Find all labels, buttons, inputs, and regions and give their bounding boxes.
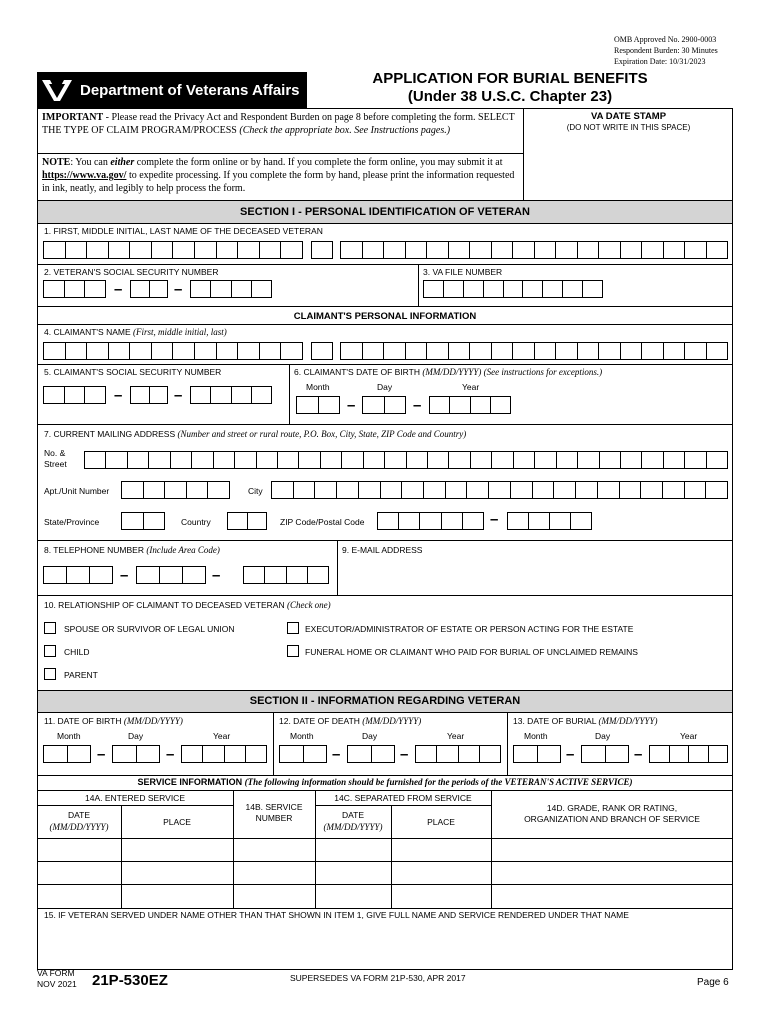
page-number: Page 6 <box>697 977 729 988</box>
claimant-ssn-part3[interactable] <box>190 386 272 404</box>
service-info-header: SERVICE INFORMATION (The following information should be furnished for the periods of the VETERAN'S ACTIVE SERVICE) <box>137 777 633 787</box>
birth-month-label: Month <box>57 731 81 741</box>
vet-burial-month[interactable] <box>513 745 561 763</box>
vet-dob-year[interactable] <box>181 745 267 763</box>
field12-label: 12. DATE OF DEATH (MM/DD/YYYY) <box>279 716 422 726</box>
veteran-last-name-input[interactable] <box>340 241 728 259</box>
dob-day-label: Day <box>377 382 393 392</box>
claimant-dob-day[interactable] <box>362 396 406 414</box>
claimant-ssn-part1[interactable] <box>43 386 106 404</box>
important-notice <box>42 111 522 137</box>
funeral-home-checkbox[interactable] <box>287 645 299 657</box>
burial-day-label: Day <box>595 731 611 741</box>
service-rows[interactable] <box>38 839 732 907</box>
executor-checkbox[interactable] <box>287 622 299 634</box>
death-day-label: Day <box>362 731 378 741</box>
note-label: NOTE <box>42 157 71 168</box>
apt-label: Apt./Unit Number <box>44 486 110 496</box>
va-file-number-input[interactable] <box>423 280 603 298</box>
omb-info <box>614 34 718 67</box>
entered-place-label: PLACE <box>163 817 191 827</box>
phone-area-code[interactable] <box>43 566 113 584</box>
expiration-date: Expiration Date: 10/31/2023 <box>614 57 706 66</box>
claimant-header: CLAIMANT'S PERSONAL INFORMATION <box>293 311 477 322</box>
agency-name: Department of Veterans Affairs <box>80 81 300 99</box>
veteran-middle-initial-input[interactable] <box>311 241 333 259</box>
vet-dob-day[interactable] <box>112 745 160 763</box>
va-seal-icon <box>40 76 74 104</box>
parent-label: PARENT <box>64 670 98 680</box>
claimant-middle-initial-input[interactable] <box>311 342 333 360</box>
va-gov-link[interactable]: https://www.va.gov/ <box>42 170 127 181</box>
separated-place-label: PLACE <box>427 817 455 827</box>
country-label: Country <box>181 517 211 527</box>
dob-year-label: Year <box>462 382 480 392</box>
va-date-stamp <box>524 111 733 132</box>
vet-dod-month[interactable] <box>279 745 327 763</box>
field11-label: 11. DATE OF BIRTH (MM/DD/YYYY) <box>44 716 183 726</box>
title-line1: APPLICATION FOR BURIAL BENEFITS <box>372 70 648 87</box>
note-text3: to expedite processing. If you complete the form by hand, please print the information requested in ink, neatly, and legibly to help process the form. <box>42 170 515 194</box>
note-text1: : You can <box>70 157 111 168</box>
state-input[interactable] <box>121 512 165 530</box>
state-label: State/Province <box>44 517 100 527</box>
grade-label: 14D. GRADE, RANK OR RATING, ORGANIZATION AND BRANCH OF SERVICE <box>524 803 700 824</box>
field15-label: 15. IF VETERAN SERVED UNDER NAME OTHER THAN THAT SHOWN IN ITEM 1, GIVE FULL NAME AND SERVICE RENDERED UNDER THAT NAME <box>44 910 629 920</box>
important-label: IMPORTANT <box>42 112 104 123</box>
email-input[interactable] <box>342 560 728 588</box>
separated-date-label: DATE (MM/DD/YYYY) <box>323 810 383 832</box>
phone-line[interactable] <box>243 566 329 584</box>
dob-month-label: Month <box>306 382 330 392</box>
form-number: 21P-530EZ <box>92 972 168 989</box>
spouse-checkbox[interactable] <box>44 622 56 634</box>
city-label: City <box>248 486 263 496</box>
title-line2: (Under 38 U.S.C. Chapter 23) <box>407 88 613 105</box>
field8-label: 8. TELEPHONE NUMBER (Include Area Code) <box>44 545 220 555</box>
street-address-input[interactable] <box>84 451 728 469</box>
veteran-ssn-part1[interactable] <box>43 280 106 298</box>
important-hint: (Check the appropriate box. See Instructions pages.) <box>239 125 451 136</box>
stamp-title: VA DATE STAMP <box>590 111 667 122</box>
field4-label: 4. CLAIMANT'S NAME (First, middle initial, last) <box>44 327 227 337</box>
section1-header: SECTION I - PERSONAL IDENTIFICATION OF VETERAN <box>38 201 732 223</box>
note-text2: complete the form online or by hand. If you complete the form online, you may submit it at <box>134 157 503 168</box>
burial-month-label: Month <box>524 731 548 741</box>
veteran-ssn-part3[interactable] <box>190 280 272 298</box>
death-year-label: Year <box>447 731 465 741</box>
field1-label: 1. FIRST, MIDDLE INITIAL, LAST NAME OF THE DECEASED VETERAN <box>44 226 323 236</box>
note-notice <box>42 156 522 195</box>
section2-header: SECTION II - INFORMATION REGARDING VETERAN <box>38 691 732 712</box>
claimant-last-name-input[interactable] <box>340 342 728 360</box>
respondent-burden: Respondent Burden: 30 Minutes <box>614 46 718 55</box>
claimant-dob-month[interactable] <box>296 396 340 414</box>
claimant-first-name-input[interactable] <box>43 342 303 360</box>
veteran-first-name-input[interactable] <box>43 241 303 259</box>
vet-dod-day[interactable] <box>347 745 395 763</box>
field2-label: 2. VETERAN'S SOCIAL SECURITY NUMBER <box>44 267 219 277</box>
street-label: No. & Street <box>44 448 67 469</box>
supersedes-note: SUPERSEDES VA FORM 21P-530, APR 2017 <box>290 973 466 983</box>
entered-service-label: 14A. ENTERED SERVICE <box>85 793 185 803</box>
veteran-ssn-part2[interactable] <box>130 280 168 298</box>
entered-date-label: DATE (MM/DD/YYYY) <box>49 810 109 832</box>
form-id: VA FORM NOV 2021 <box>37 968 77 989</box>
executor-label: EXECUTOR/ADMINISTRATOR OF ESTATE OR PERSON ACTING FOR THE ESTATE <box>305 624 634 634</box>
zip-label: ZIP Code/Postal Code <box>280 517 365 527</box>
apt-number-input[interactable] <box>121 481 230 499</box>
death-month-label: Month <box>290 731 314 741</box>
field3-label: 3. VA FILE NUMBER <box>423 267 503 277</box>
form-title <box>300 70 720 106</box>
field10-label: 10. RELATIONSHIP OF CLAIMANT TO DECEASED VETERAN (Check one) <box>44 600 331 610</box>
birth-year-label: Year <box>213 731 231 741</box>
omb-number: OMB Approved No. 2900-0003 <box>614 35 717 44</box>
vet-burial-year[interactable] <box>649 745 728 763</box>
va-logo <box>37 72 307 108</box>
birth-day-label: Day <box>128 731 144 741</box>
service-number-label: 14B. SERVICE NUMBER <box>245 802 303 823</box>
child-label: CHILD <box>64 647 90 657</box>
field9-label: 9. E-MAIL ADDRESS <box>342 545 423 555</box>
vet-dob-month[interactable] <box>43 745 91 763</box>
field6-label: 6. CLAIMANT'S DATE OF BIRTH (MM/DD/YYYY) (See instructions for exceptions.) <box>294 367 603 377</box>
zip-part1[interactable] <box>377 512 484 530</box>
child-checkbox[interactable] <box>44 645 56 657</box>
stamp-sub: (DO NOT WRITE IN THIS SPACE) <box>566 123 691 132</box>
country-input[interactable] <box>227 512 267 530</box>
zip-part2[interactable] <box>507 512 592 530</box>
note-either: either <box>110 157 135 168</box>
burial-year-label: Year <box>680 731 698 741</box>
claimant-ssn-part2[interactable] <box>130 386 168 404</box>
field7-label: 7. CURRENT MAILING ADDRESS (Number and street or rural route, P.O. Box, City, State, ZIP Code and Country) <box>44 429 467 439</box>
field13-label: 13. DATE OF BURIAL (MM/DD/YYYY) <box>513 716 658 726</box>
other-name-input[interactable] <box>38 922 732 968</box>
parent-checkbox[interactable] <box>44 668 56 680</box>
city-input[interactable] <box>271 481 728 499</box>
claimant-dob-year[interactable] <box>429 396 511 414</box>
vet-burial-day[interactable] <box>581 745 629 763</box>
important-text: - Please read the Privacy Act and Respondent Burden on page 8 before completing the form. SELECT THE TYPE OF CLAIM PROGRAM/PROCESS <box>42 112 515 136</box>
separated-service-label: 14C. SEPARATED FROM SERVICE <box>334 793 472 803</box>
spouse-label: SPOUSE OR SURVIVOR OF LEGAL UNION <box>64 624 235 634</box>
funeral-home-label: FUNERAL HOME OR CLAIMANT WHO PAID FOR BURIAL OF UNCLAIMED REMAINS <box>305 647 638 657</box>
field5-label: 5. CLAIMANT'S SOCIAL SECURITY NUMBER <box>44 367 222 377</box>
phone-prefix[interactable] <box>136 566 206 584</box>
vet-dod-year[interactable] <box>415 745 501 763</box>
